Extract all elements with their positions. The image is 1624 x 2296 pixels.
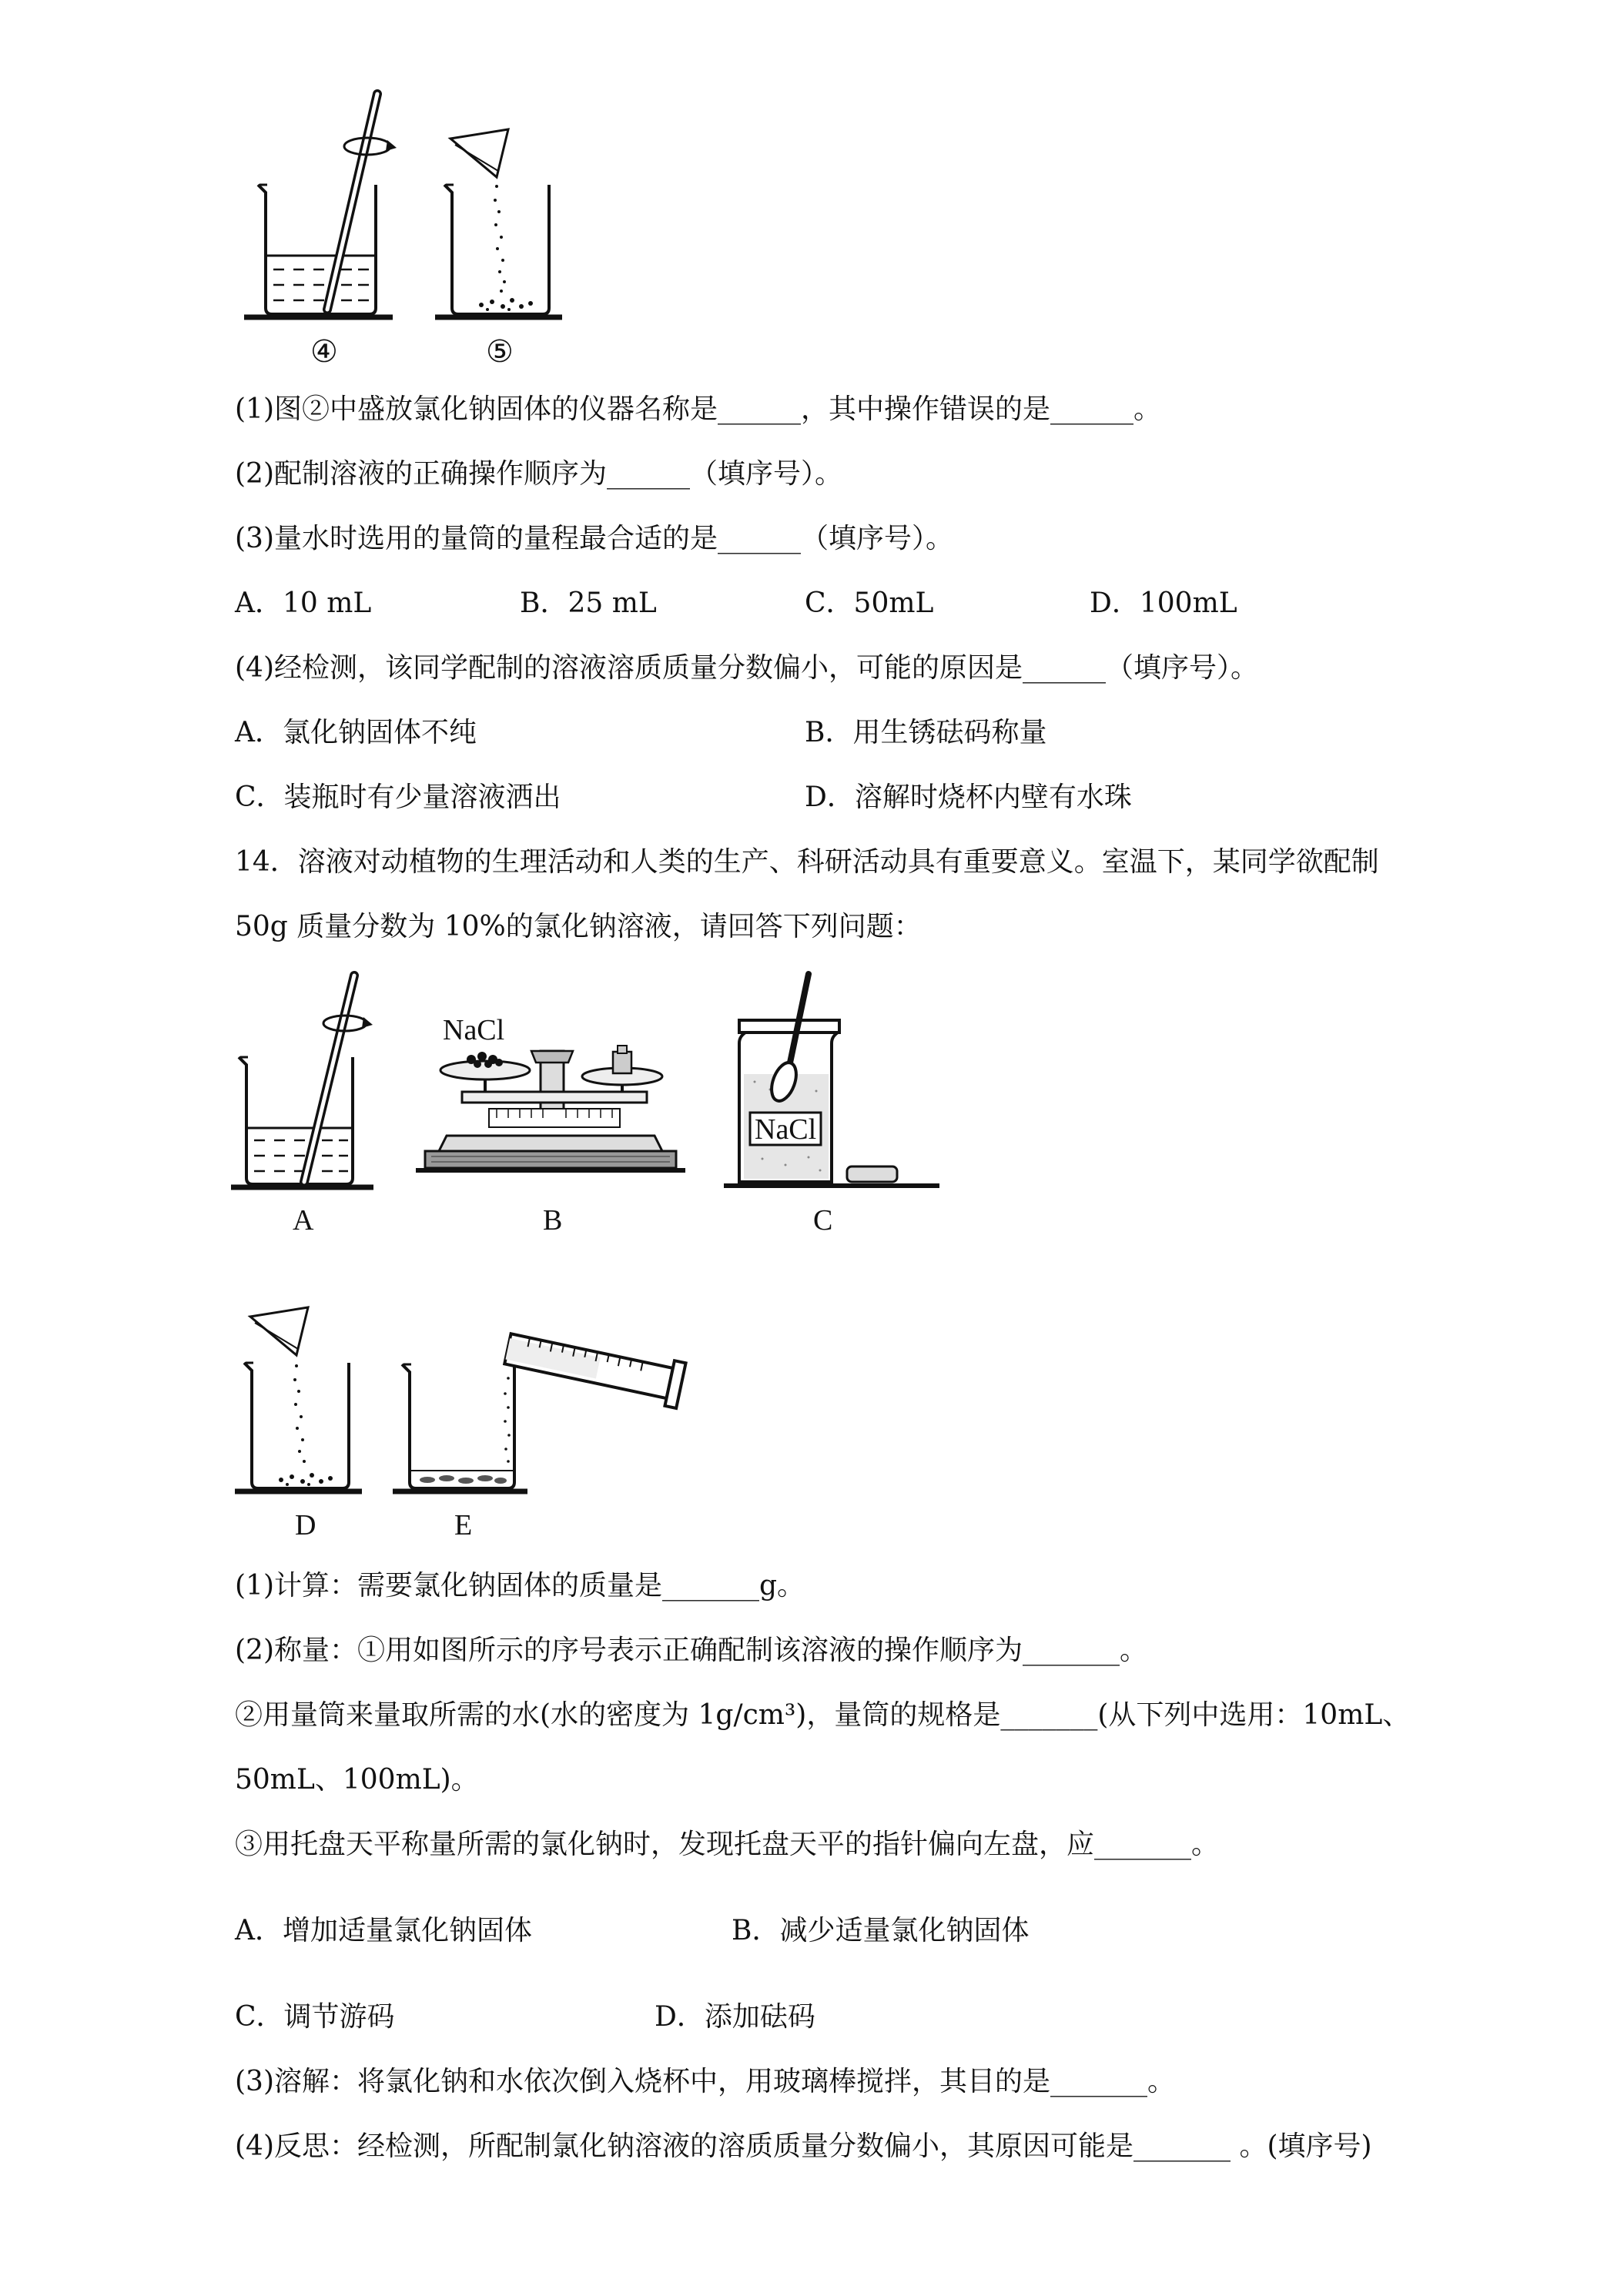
q14-part2b-line2: 50mL、100mL)。: [235, 1764, 479, 1796]
figure-stirring-4: [235, 85, 412, 377]
figure-d-pouring-solid: [235, 1301, 366, 1548]
figure-label-d: D: [295, 1509, 316, 1541]
figure-label-e: E: [454, 1509, 473, 1541]
figure-c-nacl-label: NaCl: [755, 1113, 817, 1146]
q14-stem-line1: 14．溶液对动植物的生理活动和人类的生产、科研活动具有重要意义。室温下，某同学欲配制: [235, 846, 1379, 878]
q13-part3-option-b: B．25 mL: [520, 587, 657, 619]
figure-label-c: C: [813, 1204, 833, 1237]
q14-part3: (3)溶解：将氯化钠和水依次倒入烧杯中，用玻璃棒搅拌，其目的是_______。: [235, 2066, 1175, 2097]
figure-label-4: ④: [310, 334, 338, 370]
q14-part2c-option-b: B．减少适量氯化钠固体: [732, 1915, 1030, 1946]
figure-label-a: A: [293, 1204, 314, 1237]
q13-part4-option-a: A．氯化钠固体不纯: [235, 717, 477, 748]
figure-label-b: B: [543, 1204, 563, 1237]
q13-part3-option-d: D．100mL: [1090, 587, 1237, 619]
q13-part1: (1)图②中盛放氯化钠固体的仪器名称是______，其中操作错误的是______。: [235, 393, 1161, 425]
q13-part4: (4)经检测，该同学配制的溶液溶质质量分数偏小，可能的原因是______（填序号）。: [235, 652, 1258, 684]
q13-part4-option-c: C．装瓶时有少量溶液洒出: [235, 782, 561, 813]
figure-a-stirring: [231, 966, 385, 1243]
q14-part2c-option-c: C．调节游码: [235, 2001, 395, 2033]
figure-pouring-solid-5: [435, 123, 566, 377]
q14-part4: (4)反思：经检测，所配制氯化钠溶液的溶质质量分数偏小，其原因可能是_______ 。(填序号): [235, 2130, 1372, 2162]
q14-stem-line2: 50g 质量分数为 10%的氯化钠溶液，请回答下列问题：: [235, 911, 922, 942]
figure-c-reagent-bottle: [724, 966, 947, 1243]
figure-e-pouring-water: [393, 1324, 693, 1548]
q14-part2b-line1: ②用量筒来量取所需的水(水的密度为 1g/cm³)，量筒的规格是_______(从下列中选用：10mL、: [235, 1699, 1411, 1731]
q14-part2c: ③用托盘天平称量所需的氯化钠时，发现托盘天平的指针偏向左盘，应_______。: [235, 1829, 1220, 1860]
q13-part3: (3)量水时选用的量筒的量程最合适的是______（填序号）。: [235, 523, 953, 554]
q13-part3-option-a: A．10 mL: [235, 587, 372, 619]
q13-part2: (2)配制溶液的正确操作顺序为______（填序号）。: [235, 458, 842, 490]
q13-part3-option-c: C．50mL: [805, 587, 934, 619]
figure-b-nacl-label: NaCl: [443, 1014, 505, 1046]
q13-part4-option-b: B．用生锈砝码称量: [805, 717, 1047, 748]
q14-part1: (1)计算：需要氯化钠固体的质量是_______g。: [235, 1570, 805, 1602]
figure-b-balance: [416, 1009, 685, 1243]
q14-part2c-option-d: D．添加砝码: [655, 2001, 815, 2033]
q13-part4-option-d: D．溶解时烧杯内壁有水珠: [805, 782, 1132, 813]
q14-part2c-option-a: A．增加适量氯化钠固体: [235, 1915, 532, 1946]
figure-label-5: ⑤: [486, 334, 514, 370]
q14-part2a: (2)称量：①用如图所示的序号表示正确配制该溶液的操作顺序为_______。: [235, 1635, 1147, 1666]
